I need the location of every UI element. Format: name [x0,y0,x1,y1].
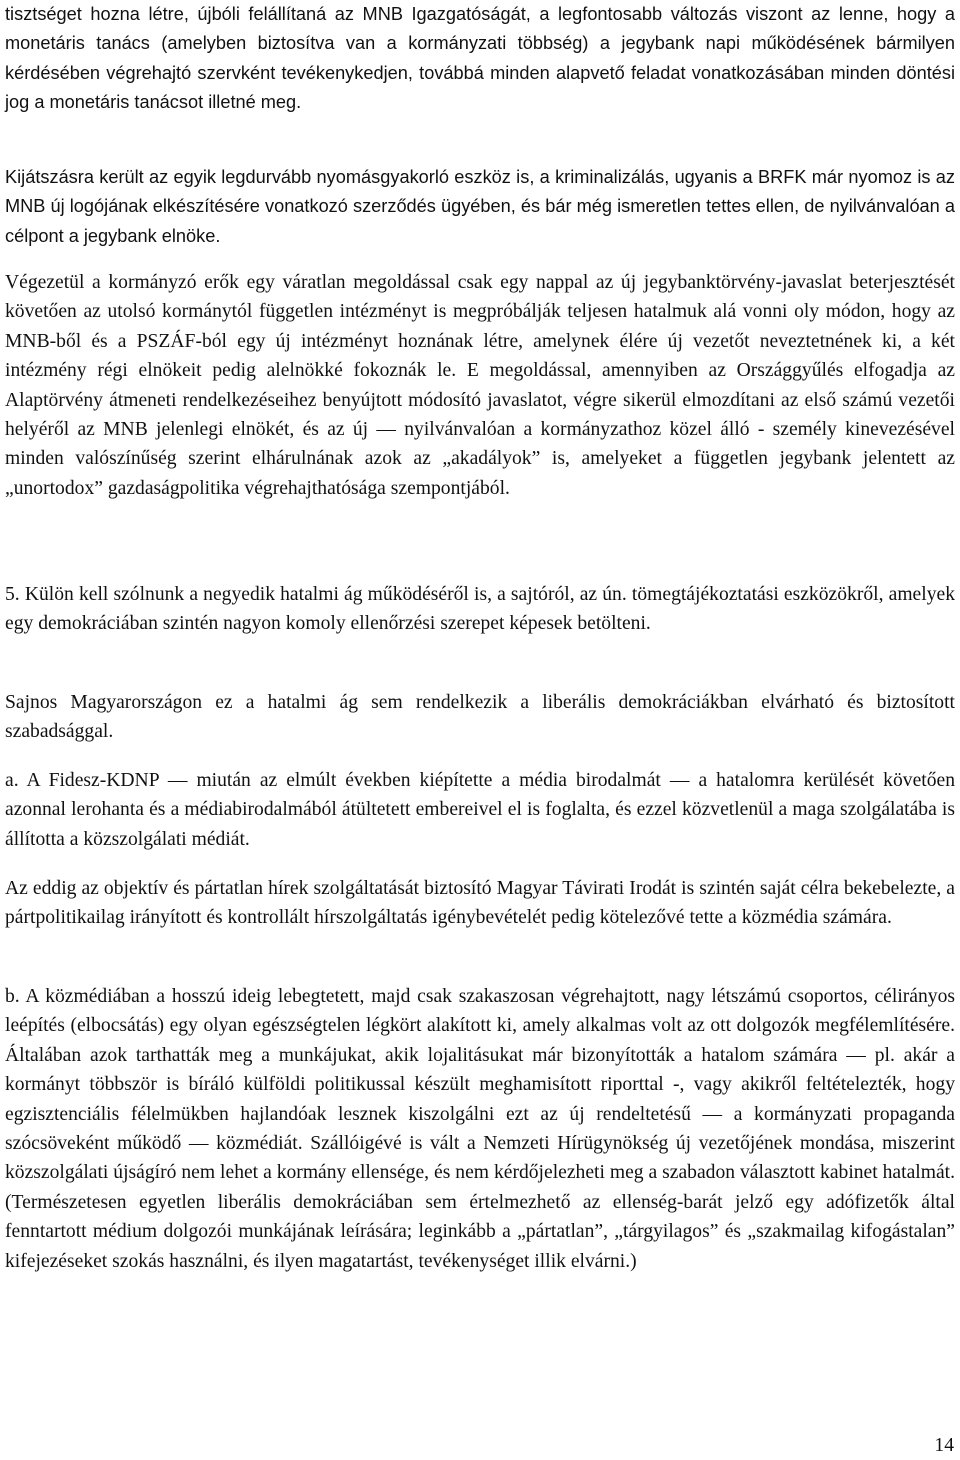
paragraph-press-freedom: Sajnos Magyarországon ez a hatalmi ág sem rendelkezik a liberális demokráciákban elvárható és biztosított szabadsággal. [5,692,955,743]
paragraph-criminalization: Kijátszásra került az egyik legdurvább nyomásgyakorló eszköz is, a kriminalizálás, ugyanis a BRFK már nyomoz is az MNB új logójának elkészítésére vonatkozó szerződés ügyében, és bár még ismeretlen tettes ellen, de nyilvánvalóan a célpont a jegybank elnöke. [5,167,955,246]
paragraph-monetary-council: tisztséget hozna létre, újbóli felállítaná az MNB Igazgatóságát, a legfontosabb változás viszont az lenne, hogy a monetáris tanács (amelyben biztosítva van a kormányzati többség) a jegybank napi működésének bármilyen kérdésében végrehajtó szervként tevékenykedjen, továbbá minden alapvető feladat vonatkozásában minden döntési jog a monetáris tanácsot illetné meg. [5,4,955,113]
paragraph-point-b-public-media: b. A közmédiában a hosszú ideig lebegtetett, majd csak szakaszosan végrehajtott, nagy létszámú csoportos, célirányos leépítés (elbocsátás) egy olyan egészségtelen légkört alakított ki, amely alkalmas volt az ott dolgozók megfélemlítésére. Általában azok tarthatták meg a munkájukat, akik lojalitásukat már bizonyították a hatalom számára — pl. akár a kormányt többször is bíráló külföldi politikussal készült meghamisított riporttal -, vagy akikről feltételezték, hogy egzisztenciális félelmükben hajlandóak lesznek kiszolgálni ezt az új rendeltetésű — a kormányzati propaganda szócsöveként működő — közmédiát. Szállóigévé is vált a Nemzeti Hírügynökség új vezetőjének mondása, miszerint közszolgálati újságíró nem lehet a kormány ellensége, és nem kérdőjelezheti meg a szabadon választott kabinet hatalmát. (Természetesen egyetlen liberális demokráciában sem értelmezhető az ellenség-barát jelző egy adófizetők által fenntartott médium dolgozói munkájának leírására; leginkább a „pártatlan”, „tárgyilagos” és „szakmailag kifogástalan” kifejezéseket szokás használni, és ilyen magatartást, tevékenységet illik elvárni.) [5,986,955,1272]
paragraph-section-5-press: 5. Külön kell szólnunk a negyedik hatalmi ág működéséről is, a sajtóról, az ún. tömegtájékoztatási eszközökről, amelyek egy demokráciában szintén nagyon komoly ellenőrzési szerepet képesek betölteni. [5,584,955,635]
paragraph-new-institution: Végezetül a kormányzó erők egy váratlan megoldással csak egy nappal az új jegybanktörvény-javaslat beterjesztését követően az utolsó kormánytól független intézményt is megpróbálják teljesen hatalmuk alá vonni oly módon, hogy az MNB-ből és a PSZÁF-ból egy új intézményt hoznának létre, amelynek élére új vezetőt neveztetnének ki, a két intézmény régi elnökeit pedig alelnökké fokoznák le. E megoldással, amennyiben az Országgyűlés elfogadja az Alaptörvény átmeneti rendelkezéseihez benyújtott módosító javaslatot, végre sikerül elmozdítani az első számú vezetői helyéről az MNB jelenlegi elnökét, és az új — nyilvánvalóan a kormányzathoz közel álló - személy kinevezésével minden valószínűség szerint elhárulnának azok az „akadályok” is, amelyeket a független jegybank jelentett az „unortodox” gazdaságpolitika végrehajthatósága szempontjából. [5,272,955,499]
paragraph-mti: Az eddig az objektív és pártatlan hírek szolgáltatását biztosító Magyar Távirati Irodát is szintén saját célra bekebelezte, a pártpolitikailag irányított és kontrollált hírszolgáltatás igénybevételét pedig kötelezővé tette a közmédia számára. [5,878,955,929]
paragraph-point-a-media-empire: a. A Fidesz-KDNP — miután az elmúlt években kiépítette a média birodalmát — a hatalomra kerülését követően azonnal lerohanta és a médiabirodalmából átültetett embereivel el is foglalta, és ezzel közvetlenül a maga szolgálatába is állította a közszolgálati médiát. [5,770,955,850]
page-number: 14 [934,1435,954,1456]
